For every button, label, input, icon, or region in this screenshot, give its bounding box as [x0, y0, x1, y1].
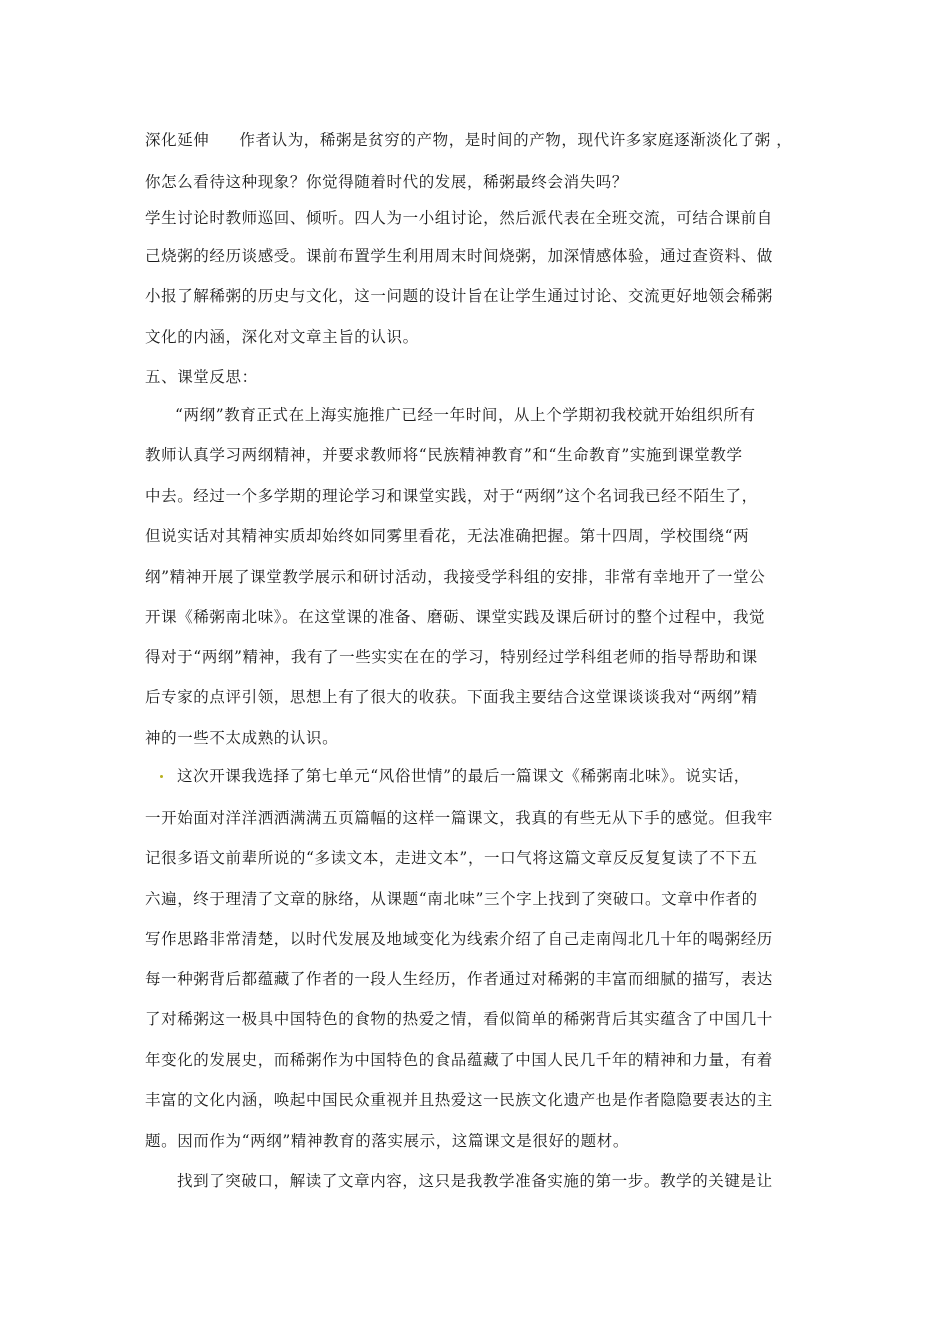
text-line: 后专家的点评引领，思想上有了很大的收获。下面我主要结合这堂课谈谈我对“两纲”精: [145, 688, 758, 706]
text-line: 每一种粥背后都蕴藏了作者的一段人生经历，作者通过对稀粥的丰富而细腻的描写，表达: [145, 970, 773, 988]
text-line: 得对于“两纲”精神，我有了一些实实在在的学习，特别经过学科组老师的指导帮助和课: [145, 648, 758, 666]
text-line: 写作思路非常清楚，以时代发展及地域变化为线索介绍了自己走南闯北几十年的喝粥经历: [145, 930, 773, 948]
paragraph-text: 作者认为，稀粥是贫穷的产物，是时间的产物，现代许多家庭逐渐淡化了粥 ，: [239, 131, 793, 149]
text-line: 但说实话对其精神实质却始终如同雾里看花，无法准确把握。第十四周，学校围绕“两: [145, 527, 750, 545]
text-line: 年变化的发展史，而稀粥作为中国特色的食品蕴藏了中国人民几千年的精神和力量，有着: [145, 1051, 773, 1069]
text-line: 神的一些不太成熟的认识。: [145, 729, 339, 747]
text-line: 六遍，终于理清了文章的脉络，从课题“南北味”三个字上找到了突破口。文章中作者的: [145, 890, 758, 908]
text-line: 小报了解稀粥的历史与文化，这一问题的设计旨在让学生通过讨论、交流更好地领会稀粥: [145, 287, 773, 305]
text-line: 找到了突破口，解读了文章内容，这只是我教学准备实施的第一步。教学的关键是让: [177, 1172, 773, 1190]
text-line: 记很多语文前辈所说的“多读文本，走进文本”，一口气将这篇文章反反复复读了不下五: [145, 849, 758, 867]
text-line: 这次开课我选择了第七单元“风俗世情”的最后一篇课文《稀粥南北味》。说实话，: [177, 767, 750, 785]
text-line: 己烧粥的经历谈感受。课前布置学生利用周末时间烧粥，加深情感体验，通过查资料、做: [145, 247, 773, 265]
text-line: 丰富的文化内涵，唤起中国民众重视并且热爱这一民族文化遗产也是作者隐隐要表达的主: [145, 1091, 773, 1109]
text-line: [145, 128, 792, 150]
text-line: 中去。经过一个多学期的理论学习和课堂实践，对于“两纲”这个名词我已经不陌生了，: [145, 487, 758, 505]
text-line: 教师认真学习两纲精神，并要求教师将“民族精神教育”和“生命教育”实施到课堂教学: [145, 446, 743, 464]
text-line: 一开始面对洋洋洒洒满满五页篇幅的这样一篇课文，我真的有些无从下手的感觉。但我牢: [145, 809, 773, 827]
text-line: 学生讨论时教师巡回、倾听。四人为一小组讨论，然后派代表在全班交流，可结合课前自: [145, 209, 773, 227]
text-line: 题。因而作为“两纲”精神教育的落实展示，这篇课文是很好的题材。: [145, 1132, 629, 1150]
text-line: 文化的内涵，深化对文章主旨的认识。: [145, 328, 419, 346]
stray-mark: [160, 775, 163, 778]
text-line: 纲”精神开展了课堂教学展示和研讨活动，我接受学科组的安排，非常有幸地开了一堂公: [145, 568, 766, 586]
text-line: 你怎么看待这种现象？你觉得随着时代的发展，稀粥最终会消失吗？: [145, 173, 629, 191]
section-label: 深化延伸: [145, 131, 210, 149]
text-line: 开课《稀粥南北味》。在这堂课的准备、磨砺、课堂实践及课后研讨的整个过程中，我觉: [145, 608, 766, 626]
text-line: “两纲”教育正式在上海实施推广已经一年时间，从上个学期初我校就开始组织所有: [175, 406, 756, 424]
section-heading: 五、课堂反思：: [145, 368, 258, 386]
text-line: 了对稀粥这一极具中国特色的食物的热爱之情，看似简单的稀粥背后其实蕴含了中国几十: [145, 1010, 773, 1028]
